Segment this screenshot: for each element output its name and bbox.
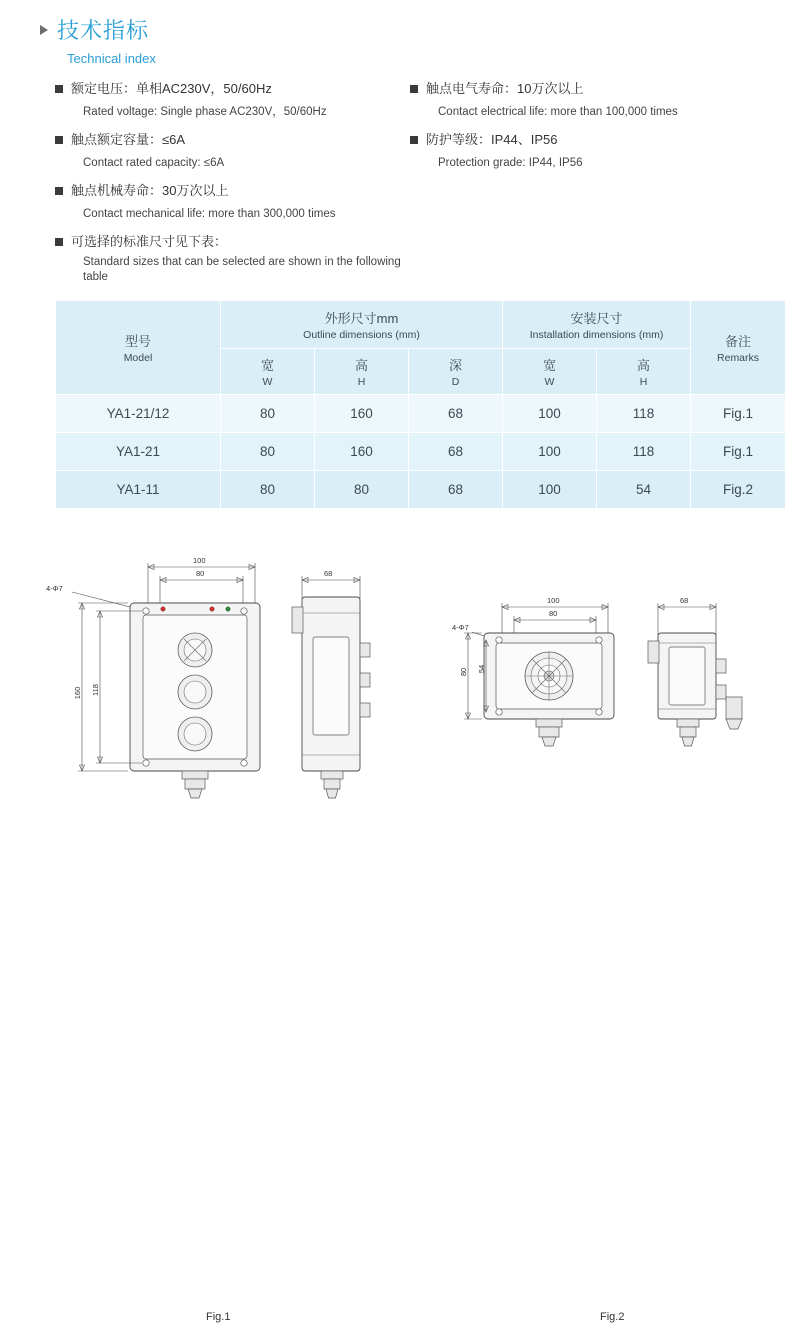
spec-text-en: Standard sizes that can be selected are shown in the following table (83, 256, 401, 283)
figure-2-drawing (450, 547, 790, 837)
dim-label-118: 118 (91, 684, 100, 696)
subheader-en: W (544, 376, 555, 388)
spec-label-cn (410, 131, 760, 149)
page-header (0, 0, 811, 66)
spec-item (55, 131, 410, 171)
dim-label-100: 100 (193, 556, 206, 565)
square-bullet-icon (410, 85, 418, 93)
subheader-en: D (451, 376, 460, 388)
dim-label-100: 100 (547, 596, 560, 605)
cell-outline-h: 160 (315, 395, 409, 433)
cell-model: YA1-21 (56, 433, 221, 471)
table-row (56, 395, 786, 433)
specs-section (0, 80, 811, 296)
spec-text-cn: 可选择的标准尺寸见下表： (71, 234, 228, 249)
spec-text-en: Rated voltage: Single phase AC230V，50/60Hz (83, 106, 327, 118)
cell-install-w: 100 (503, 395, 597, 433)
table-header-outline (221, 301, 503, 349)
cell-model: YA1-11 (56, 471, 221, 509)
square-bullet-icon (410, 136, 418, 144)
spec-label-cn (55, 233, 410, 251)
technical-drawings (0, 547, 811, 1323)
cell-install-w: 100 (503, 433, 597, 471)
spec-text-cn: 触点电气寿命：10万次以上 (426, 81, 584, 96)
spec-text-en: Contact rated capacity: ≤6A (83, 157, 225, 169)
spec-item (410, 131, 760, 171)
dimensions-table (55, 300, 786, 509)
dim-label-68: 68 (324, 569, 333, 578)
cell-outline-d: 68 (409, 471, 503, 509)
dim-label-hole: 4-Φ7 (46, 584, 63, 593)
spec-item (55, 233, 410, 285)
subheader-cn: 深 (449, 358, 463, 373)
subheader-cn: 高 (354, 358, 368, 373)
cell-install-h: 118 (597, 395, 691, 433)
spec-item (55, 80, 410, 120)
cell-remark: Fig.2 (691, 471, 786, 509)
dim-label-160: 160 (73, 686, 82, 700)
title-row (40, 14, 811, 45)
subheader-cn: 宽 (260, 358, 274, 373)
square-bullet-icon (55, 136, 63, 144)
specs-column-left (55, 80, 410, 296)
subheader-en: H (357, 376, 366, 388)
spec-text-cn: 额定电压：单相AC230V，50/60Hz (71, 81, 272, 96)
cell-outline-w: 80 (221, 433, 315, 471)
table-subheader-install-w (503, 349, 597, 395)
header-en: Model (123, 352, 153, 364)
table-header-remarks (691, 301, 786, 395)
dim-label-54: 54 (477, 664, 486, 674)
spec-label-cn (410, 80, 760, 98)
page-title: 技术指标 (57, 18, 150, 43)
cell-model: YA1-21/12 (56, 395, 221, 433)
table-subheader-outline-d (409, 349, 503, 395)
header-cn: 型号 (124, 334, 151, 349)
table-header-model (56, 301, 221, 395)
header-en: Remarks (717, 352, 760, 364)
table-header-installation (503, 301, 691, 349)
spec-label-cn (55, 131, 410, 149)
spec-item (55, 182, 410, 222)
cell-outline-h: 160 (315, 433, 409, 471)
dim-label-68: 68 (680, 596, 689, 605)
figure-1-drawing (30, 547, 430, 837)
table-row (56, 471, 786, 509)
spec-text-cn: 防护等级：IP44、IP56 (426, 132, 558, 147)
header-en: Installation dimensions (mm) (529, 329, 664, 341)
header-cn: 安装尺寸 (570, 311, 623, 326)
specs-column-right (410, 80, 760, 296)
spec-item (410, 80, 760, 120)
table-subheader-outline-h (315, 349, 409, 395)
table-subheader-install-h (597, 349, 691, 395)
dimensions-table-wrapper (0, 300, 811, 509)
table-row (56, 433, 786, 471)
spec-text-cn: 触点额定容量：≤6A (71, 132, 186, 147)
cell-outline-d: 68 (409, 433, 503, 471)
square-bullet-icon (55, 238, 63, 246)
square-bullet-icon (55, 187, 63, 195)
cell-outline-d: 68 (409, 395, 503, 433)
page-subtitle: Technical index (67, 51, 156, 66)
cell-outline-h: 80 (315, 471, 409, 509)
spec-text-en: Contact mechanical life: more than 300,000 times (83, 208, 336, 220)
table-header-row (56, 301, 786, 349)
header-cn: 外形尺寸mm (324, 311, 399, 326)
subheader-cn: 宽 (543, 358, 557, 373)
figure-2-caption: Fig.2 (600, 1311, 625, 1323)
dim-label-80-height: 80 (459, 667, 468, 677)
dim-label-hole: 4-Φ7 (452, 623, 469, 632)
table-subheader-outline-w (221, 349, 315, 395)
header-cn: 备注 (725, 334, 752, 349)
figure-1-caption: Fig.1 (206, 1311, 231, 1323)
cell-outline-w: 80 (221, 471, 315, 509)
square-bullet-icon (55, 85, 63, 93)
cell-remark: Fig.1 (691, 395, 786, 433)
dim-label-80: 80 (549, 609, 558, 618)
spec-label-cn (55, 80, 410, 98)
cell-install-h: 54 (597, 471, 691, 509)
cell-install-h: 118 (597, 433, 691, 471)
cell-outline-w: 80 (221, 395, 315, 433)
spec-text-en: Contact electrical life: more than 100,000 times (438, 106, 678, 118)
header-en: Outline dimensions (mm) (303, 329, 420, 341)
triangle-right-icon (40, 25, 48, 35)
subheader-cn: 高 (637, 358, 651, 373)
cell-install-w: 100 (503, 471, 597, 509)
subheader-en: H (639, 376, 648, 388)
spec-text-en: Protection grade: IP44, IP56 (438, 157, 583, 169)
subheader-en: W (262, 376, 273, 388)
cell-remark: Fig.1 (691, 433, 786, 471)
spec-label-cn (55, 182, 410, 200)
spec-text-cn: 触点机械寿命：30万次以上 (71, 183, 229, 198)
dim-label-80: 80 (196, 569, 205, 578)
